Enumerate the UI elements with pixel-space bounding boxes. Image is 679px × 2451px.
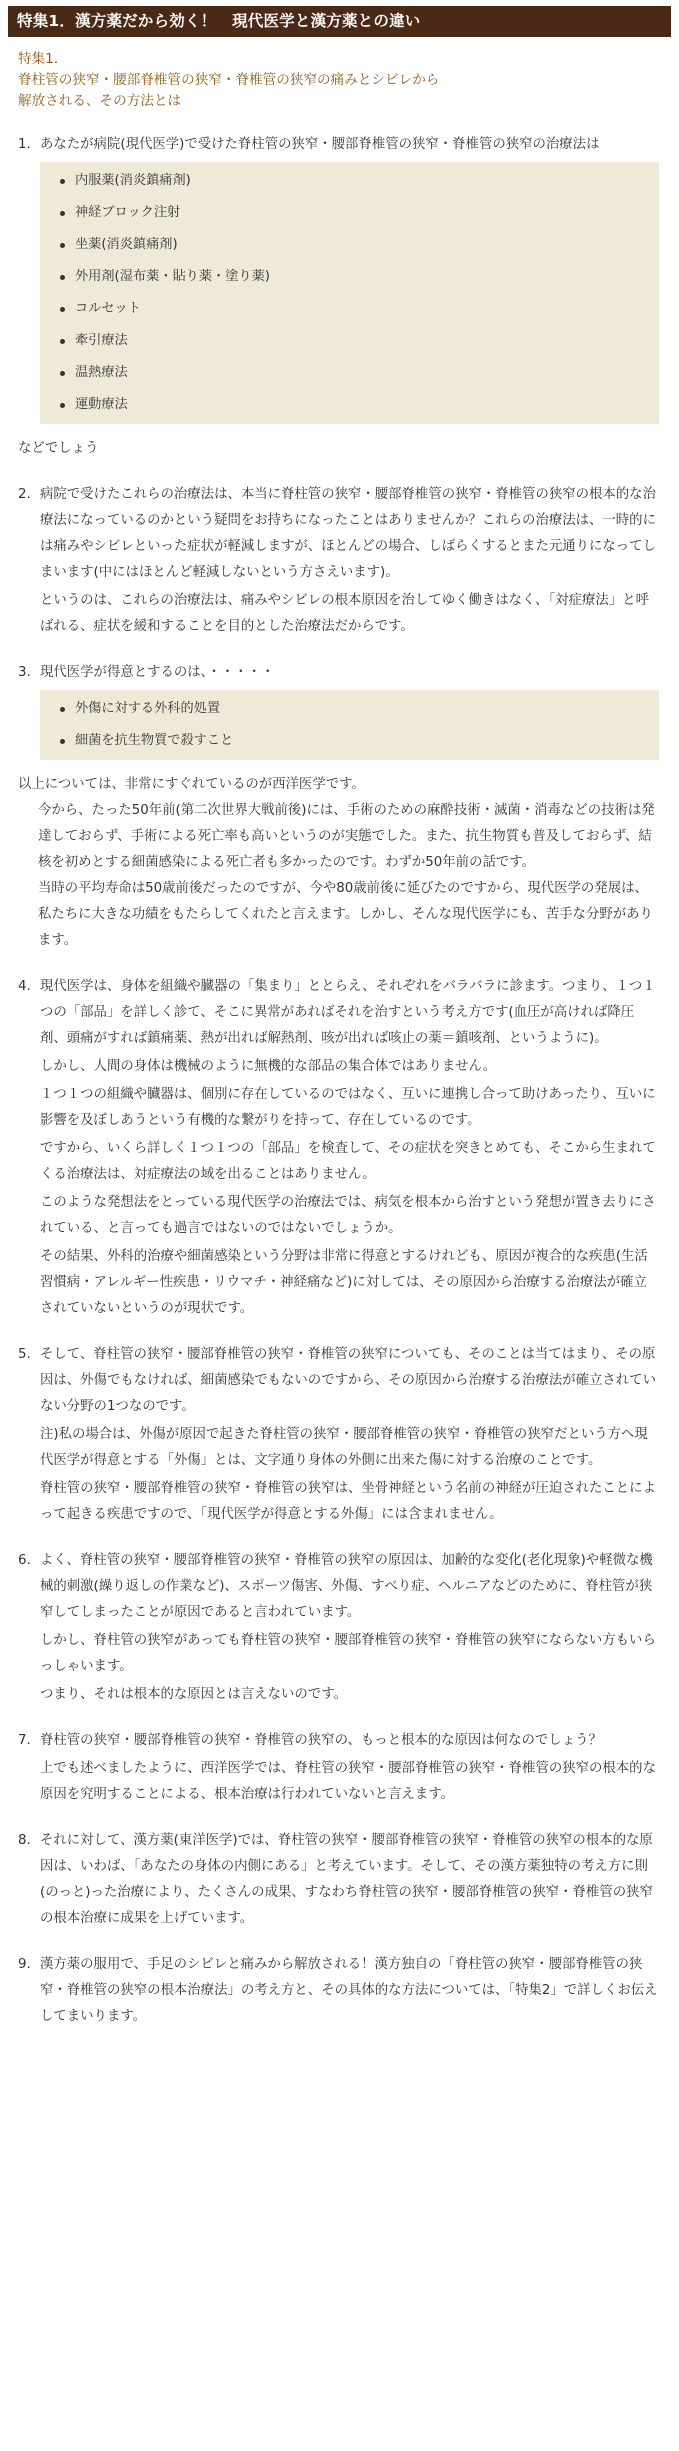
section-number: 1. [18,137,31,152]
section-9 [16,1952,659,2030]
bullet-icon [60,371,65,376]
section-number: 7. [18,1733,31,1748]
list-item: 外傷に対する外科的処置 [40,693,659,725]
section-number: 2. [18,487,31,502]
bullet-icon [60,211,65,216]
section-1 [16,132,659,430]
list-item: 温熱療法 [40,357,659,389]
paragraph: 今から、たった50年前(第二次世界大戦前後)には、手術のための麻酔技術・滅菌・消毒などの技術は発達しておらず、手術による死亡率も高いというのが実態でした。また、抗生物質も普及しておらず、結核を初めとする細菌感染による死亡者も多かったのです。わずか50年前の話です。 [38,803,655,870]
paragraph: 脊柱管の狭窄・腰部脊椎管の狭窄・脊椎管の狭窄は、坐骨神経という名前の神経が圧迫されたことによって起きる疾患ですので、「現代医学が得意とする外傷」には含まれません。 [40,1481,656,1522]
list-item: 内服薬(消炎鎮痛剤) [40,165,659,197]
paragraph: 病院で受けたこれらの治療法は、本当に脊柱管の狭窄・腰部脊椎管の狭窄・脊椎管の狭窄の根本的な治療法になっているのかという疑問をお持ちになったことはありませんか？これらの治療法は、一時的には痛みやシビレといった症状が軽減しますが、ほとんどの場合、しばらくするとまた元通りになってしまいます(中にはほとんど軽減しないという方さえいます)。 [40,487,656,580]
list-item: 運動療法 [40,389,659,421]
bullet-icon [60,739,65,744]
section-number: 5. [18,1347,31,1362]
paragraph: このような発想法をとっている現代医学の治療法では、病気を根本から治すという発想が置き去りにされている、と言っても過言ではないのではないでしょうか。 [40,1195,656,1236]
bullet-icon [60,339,65,344]
paragraph: ですから、いくら詳しく１つ１つの「部品」を検査して、その症状を突きとめても、そこから生まれてくる治療法は、対症療法の域を出ることはありません。 [40,1141,656,1182]
paragraph: 脊柱管の狭窄・腰部脊椎管の狭窄・脊椎管の狭窄の、もっと根本的な原因は何なのでしょう？ [40,1733,602,1748]
paragraph: 当時の平均寿命は50歳前後だったのですが、今や80歳前後に延びたのですから、現代医学の発展は、私たちに大きな功績をもたらしてくれたと言えます。しかし、そんな現代医学にも、苦手な分野があります。 [38,881,653,948]
list-item: 細菌を抗生物質で殺すこと [40,725,659,757]
section-8 [16,1828,659,1932]
bullet-icon [60,707,65,712]
paragraph: 上でも述べましたように、西洋医学では、脊柱管の狭窄・腰部脊椎管の狭窄・脊椎管の狭窄の根本的な原因を究明することによる、根本治療は行われていないと言えます。 [40,1761,656,1802]
list-item: 坐薬(消炎鎮痛剤) [40,229,659,261]
section-2 [16,482,659,640]
section-3-body [16,798,659,954]
section-intro: あなたが病院(現代医学)で受けた脊柱管の狭窄・腰部脊椎管の狭窄・脊椎管の狭窄の治療法は [40,137,600,152]
paragraph: それに対して、漢方薬(東洋医学)では、脊柱管の狭窄・腰部脊椎管の狭窄・脊椎管の狭窄の根本的な原因は、いわば、「あなたの身体の内側にある」と考えています。そして、その漢方薬独特の考え方に則(のっと)った治療により、たくさんの成果、すなわち脊柱管の狭窄・腰部脊椎管の狭窄・脊椎管の狭窄の根本治療に成果を上げています。 [40,1833,653,1926]
paragraph: １つ１つの組織や臓器は、個別に存在しているのではなく、互いに連携し合って助けあったり、互いに影響を及ぼしあうという有機的な繋がりを持って、存在しているのです。 [40,1087,656,1128]
section-header [8,6,671,37]
paragraph: よく、脊柱管の狭窄・腰部脊椎管の狭窄・脊椎管の狭窄の原因は、加齢的な変化(老化現象)や軽微な機械的刺激(繰り返しの作業など)、スポーツ傷害、外傷、すべり症、ヘルニアなどのために、脊柱管が狭窄してしまったことが原因であると言われています。 [40,1553,653,1620]
strength-list [40,690,659,760]
bullet-icon [60,275,65,280]
section-7 [16,1728,659,1808]
section-number: 9. [18,1957,31,1972]
section-number: 8. [18,1833,31,1848]
list-item: 神経ブロック注射 [40,197,659,229]
list-item: 牽引療法 [40,325,659,357]
paragraph: 漢方薬の服用で、手足のシビレと痛みから解放される！漢方独自の「脊柱管の狭窄・腰部脊椎管の狭窄・脊椎管の狭窄の根本治療法」の考え方と、その具体的な方法については、「特集2」で詳しくお伝えしてまいります。 [40,1957,658,2024]
section-number: 6. [18,1553,31,1568]
section-4 [16,974,659,1322]
bullet-icon [60,243,65,248]
bullet-icon [60,403,65,408]
paragraph: 現代医学は、身体を組織や臓器の「集まり」ととらえ、それぞれをバラバラに診ます。つまり、１つ１つの「部品」を詳しく診て、そこに異常があればそれを治すという考え方です(血圧が高ければ降圧剤、頭痛がすれば鎮痛薬、熱が出れば解熱剤、咳が出れば咳止の薬＝鎮咳剤、というように)。 [40,979,656,1046]
bullet-icon [60,307,65,312]
paragraph: しかし、人間の身体は機械のように無機的な部品の集合体ではありません。 [40,1059,497,1074]
subtitle-line: 特集1． [18,51,68,67]
section-6 [16,1548,659,1708]
paragraph: しかし、脊柱管の狭窄があっても脊柱管の狭窄・腰部脊椎管の狭窄・脊椎管の狭窄にならない方もいらっしゃいます。 [40,1633,656,1674]
list-item: コルセット [40,293,659,325]
paragraph: そして、脊柱管の狭窄・腰部脊椎管の狭窄・脊椎管の狭窄についても、そのことは当てはまり、その原因は、外傷でもなければ、細菌感染でもないのですから、その原因から治療する治療法が確立されていない分野の1つなのです。 [40,1347,656,1414]
section-number: 4. [18,979,31,994]
paragraph: つまり、それは根本的な原因とは言えないのです。 [40,1687,347,1702]
feature-subtitle [18,49,659,112]
page [0,6,679,2451]
section-5 [16,1342,659,1528]
header-title: 特集1．漢方薬だから効く！ 現代医学と漢方薬との違い [17,12,421,30]
paragraph: 注)私の場合は、外傷が原因で起きた脊柱管の狭窄・腰部脊椎管の狭窄・脊椎管の狭窄だという方へ現代医学が得意とする「外傷」とは、文字通り身体の外側に出来た傷に対する治療のことです。 [40,1427,648,1468]
subtitle-line: 脊柱管の狭窄・腰部脊椎管の狭窄・脊椎管の狭窄の痛みとシビレから [18,72,440,88]
section-outro: などでしょう [18,441,99,456]
section-summary: 以上については、非常にすぐれているのが西洋医学です。 [18,777,365,792]
bullet-icon [60,179,65,184]
treatment-list [40,162,659,424]
article-content [0,49,679,2030]
list-item: 外用剤(湿布薬・貼り薬・塗り薬) [40,261,659,293]
section-number: 3. [18,665,31,680]
section-3 [16,660,659,766]
paragraph: というのは、これらの治療法は、痛みやシビレの根本原因を治してゆく働きはなく、「対症療法」と呼ばれる、症状を緩和することを目的とした治療法だからです。 [40,593,649,634]
subtitle-line: 解放される、その方法とは [18,93,182,109]
section-intro: 現代医学が得意とするのは、・・・・・ [40,665,275,680]
paragraph: その結果、外科的治療や細菌感染という分野は非常に得意とするけれども、原因が複合的な疾患(生活習慣病・アレルギー性疾患・リウマチ・神経痛など)に対しては、その原因から治療する治療法が確立されていないというのが現状です。 [40,1249,648,1316]
